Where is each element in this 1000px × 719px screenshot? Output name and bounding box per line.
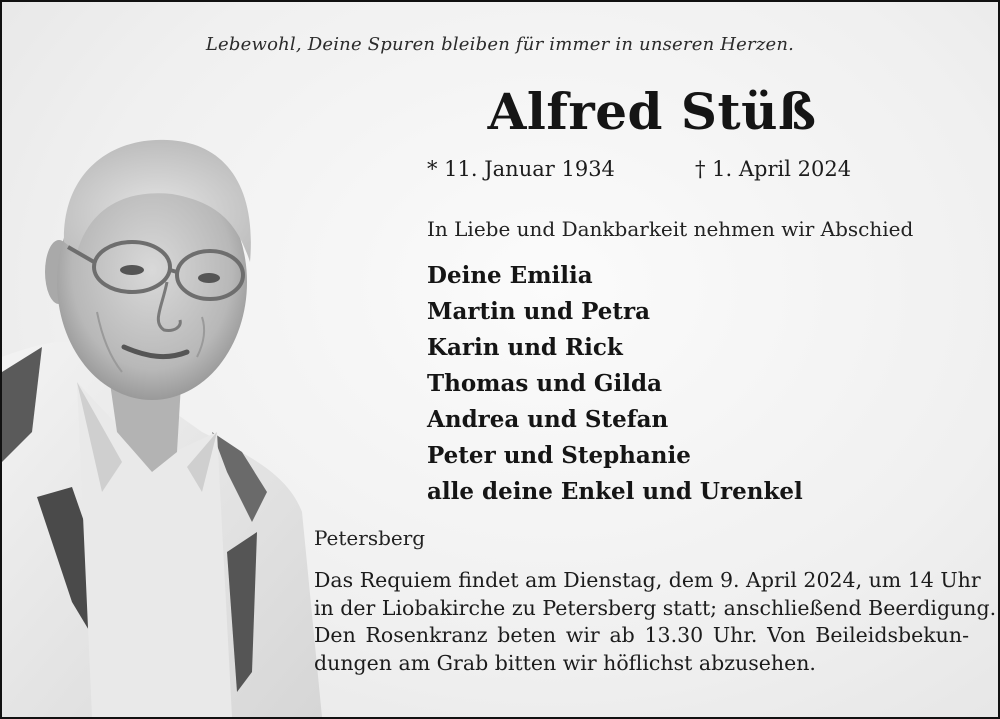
- service-line: Das Requiem findet am Dienstag, dem 9. April 2024, um 14 Uhr: [314, 568, 981, 592]
- portrait-photo: [2, 132, 322, 717]
- service-line: Den Rosenkranz beten wir ab 13.30 Uhr. Von Beileidsbekun-: [314, 623, 969, 647]
- death-date: † 1. April 2024: [695, 157, 852, 181]
- farewell-intro: In Liebe und Dankbarkeit nehmen wir Abschied: [427, 217, 914, 241]
- service-notice: [314, 567, 997, 677]
- family-member: Peter und Stephanie: [427, 442, 691, 469]
- family-member: Martin und Petra: [427, 298, 651, 325]
- family-member: Deine Emilia: [427, 262, 593, 289]
- family-member: Andrea und Stefan: [427, 406, 669, 433]
- family-member: alle deine Enkel und Urenkel: [427, 478, 803, 505]
- motto-text: Lebewohl, Deine Spuren bleiben für immer in unseren Herzen.: [205, 34, 795, 55]
- family-list: [427, 258, 803, 510]
- birth-date: * 11. Januar 1934: [427, 157, 615, 181]
- family-member: Karin und Rick: [427, 334, 623, 361]
- service-line: dungen am Grab bitten wir höflichst abzusehen.: [314, 650, 816, 675]
- family-member: Thomas und Gilda: [427, 370, 663, 397]
- place-name: Petersberg: [314, 526, 426, 550]
- deceased-name: Alfred Stüß: [487, 82, 817, 141]
- service-line: in der Liobakirche zu Petersberg statt; anschließend Beerdigung.: [314, 595, 997, 620]
